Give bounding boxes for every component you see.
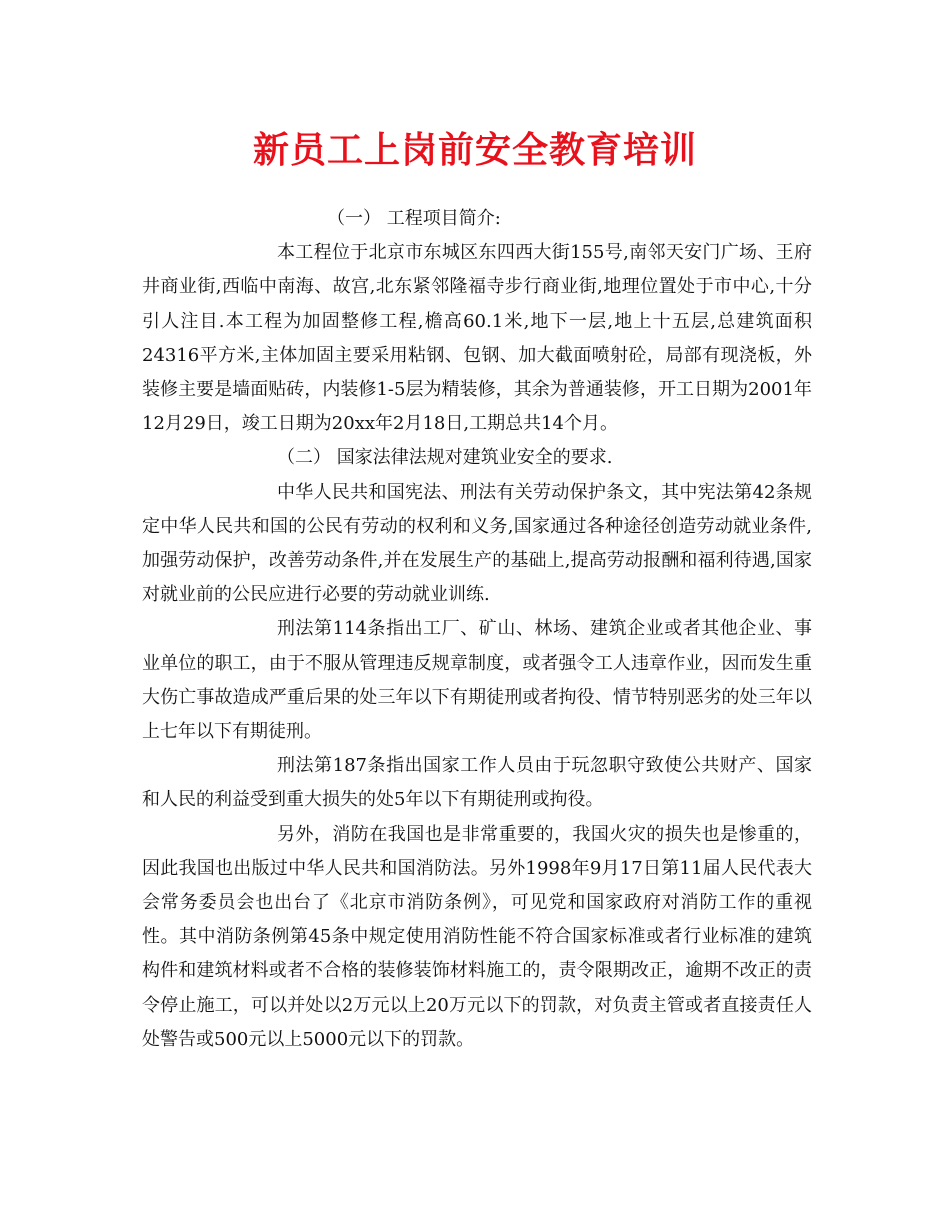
paragraph-criminal-law-114: 刑法第114条指出工厂、矿山、林场、建筑企业或者其他企业、事业单位的职工，由于不服从管理违反规章制度，或者强令工人违章作业，因而发生重大伤亡事故造成严重后果的处三年以下有期徒刑或者拘役、情节特别恶劣的处三年以上七年以下有期徒刑。	[142, 618, 812, 743]
paragraph-project-intro: 本工程位于北京市东城区东四西大街155号,南邻天安门广场、王府井商业街,西临中南海、故宫,北东紧邻隆福寺步行商业街,地理位置处于市中心,十分引人注目.本工程为加固整修工程,檐高60.1米,地下一层,地上十五层,总建筑面积24316平方米,主体加固主要采用粘钢、包钢、加大截面喷射砼，局部有现浇板，外装修主要是墙面贴砖，内装修1-5层为精装修，其余为普通装修，开工日期为2001年12月29日，竣工日期为20xx年2月18日,工期总共14个月。	[142, 242, 812, 435]
section-heading-1: （一） 工程项目简介:	[327, 208, 501, 229]
paragraph-criminal-law-187: 刑法第187条指出国家工作人员由于玩忽职守致使公共财产、国家和人民的利益受到重大损失的处5年以下有期徒刑或拘役。	[142, 755, 812, 811]
section-heading-2: （二） 国家法律法规对建筑业安全的要求.	[277, 447, 613, 469]
paragraph-fire-protection: 另外，消防在我国也是非常重要的，我国火灾的损失也是惨重的，因此我国也出版过中华人民共和国消防法。另外1998年9月17日第11届人民代表大会常务委员会也出台了《北京市消防条例》，可见党和国家政府对消防工作的重视性。其中消防条例第45条中规定使用消防性能不符合国家标准或者行业标准的建筑构件和建筑材料或者不合格的装修装饰材料施工的，责令限期改正，逾期不改正的责令停止施工，可以并处以2万元以上20万元以下的罚款，对负责主管或者直接责任人处警告或500元以上5000元以下的罚款。	[142, 823, 812, 1050]
document-title: 新员工上岗前安全教育培训	[252, 129, 697, 171]
paragraph-constitution: 中华人民共和国宪法、刑法有关劳动保护条文，其中宪法第42条规定中华人民共和国的公民有劳动的权利和义务,国家通过各种途径创造劳动就业条件,加强劳动保护，改善劳动条件,并在发展生产的基础上,提高劳动报酬和福利待遇,国家对就业前的公民应进行必要的劳动就业训练.	[142, 481, 812, 606]
document-body	[142, 202, 812, 1057]
